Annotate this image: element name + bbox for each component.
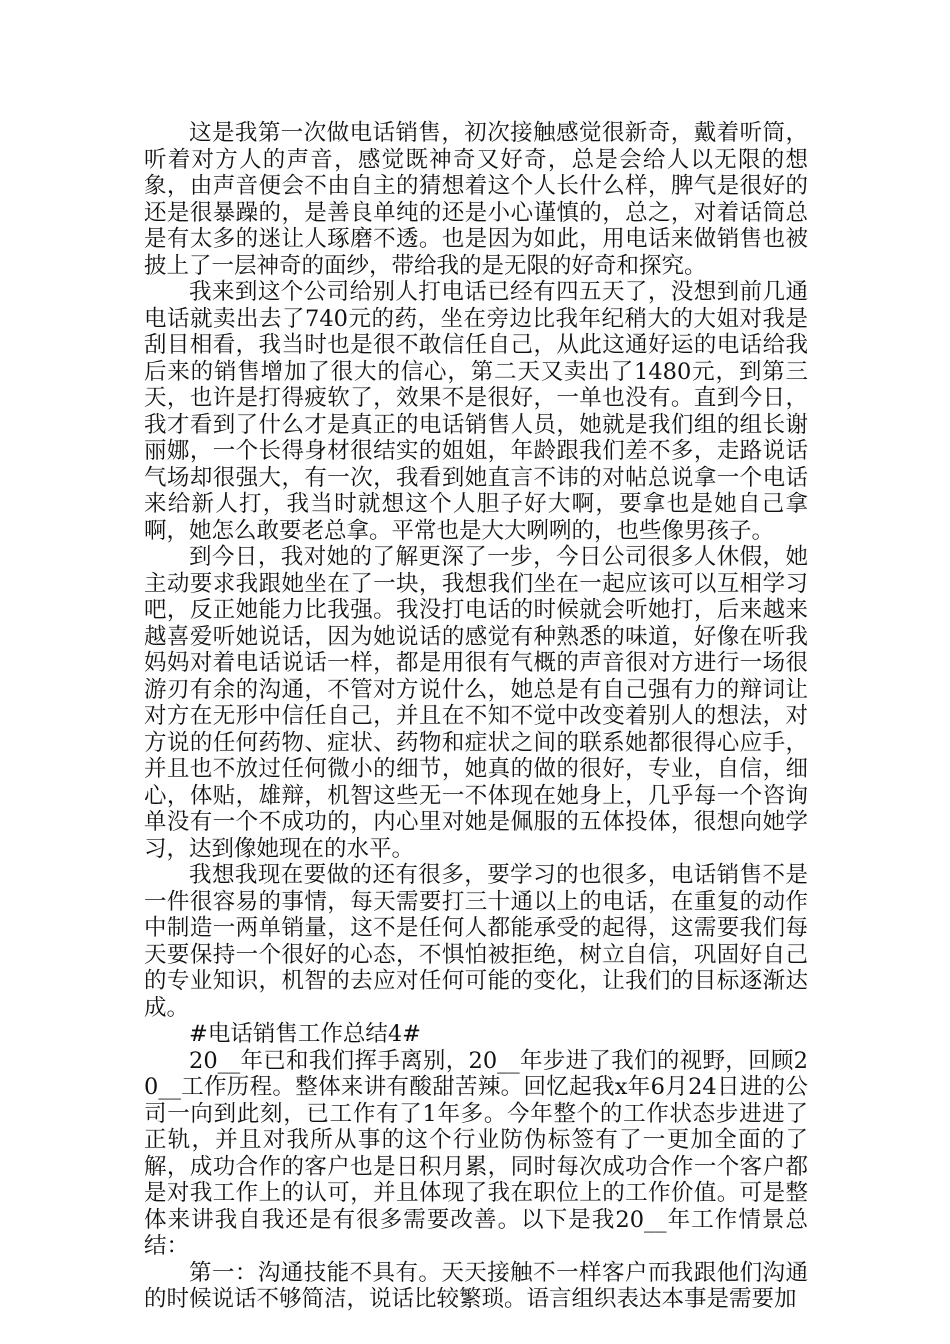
paragraph-6: 第一：沟通技能不具有。天天接触不一样客户而我跟他们沟通的时候说话不够简洁，说话比较繁琐。语言组织表达本事是需要加 (144, 1259, 808, 1312)
paragraph-4: 我想我现在要做的还有很多，要学习的也很多，电话销售不是一件很容易的事情，每天需要打三十通以上的电话，在重复的动作中制造一两单销量，这不是任何人都能承受的起得，这需要我们每天要保持一个很好的心态，不惧怕被拒绝，树立自信，巩固好自己的专业知识，机智的去应对任何可能的变化，让我们的目标逐渐达成。 (144, 862, 808, 1021)
document-page (144, 120, 808, 1313)
paragraph-2: 我来到这个公司给别人打电话已经有四五天了，没想到前几通电话就卖出去了740元的药，坐在旁边比我年纪稍大的大姐对我是刮目相看，我当时也是很不敢信任自己，从此这通好运的电话给我后来的销售增加了很大的信心，第二天又卖出了1480元，到第三天，也许是打得疲软了，效果不是很好，一单也没有。直到今日，我才看到了什么才是真正的电话销售人员，她就是我们组的组长谢丽娜，一个长得身材很结实的姐姐，年龄跟我们差不多，走路说话气场却很强大，有一次，我看到她直言不讳的对帖总说拿一个电话来给新人打，我当时就想这个人胆子好大啊，要拿也是她自己拿啊，她怎么敢要老总拿。平常也是大大咧咧的，也些像男孩子。 (144, 279, 808, 544)
paragraph-5: 20__年已和我们挥手离别，20__年步进了我们的视野，回顾20__工作历程。整体来讲有酸甜苦辣。回忆起我x年6月24日进的公司一向到此刻，已工作有了1年多。今年整个的工作状态步进进了正轨，并且对我所从事的这个行业防伪标签有了一更加全面的了解，成功合作的客户也是日积月累，同时每次成功合作一个客户都是对我工作上的认可，并且体现了我在职位上的工作价值。可是整体来讲我自我还是有很多需要改善。以下是我20__年工作情景总结： (144, 1047, 808, 1259)
section-heading: #电话销售工作总结4# (189, 1021, 422, 1047)
paragraph-1: 这是我第一次做电话销售，初次接触感觉很新奇，戴着听筒，听着对方人的声音，感觉既神奇又好奇，总是会给人以无限的想象，由声音便会不由自主的猜想着这个人长什么样，脾气是很好的还是很暴躁的，是善良单纯的还是小心谨慎的，总之，对着话筒总是有太多的迷让人琢磨不透。也是因为如此，用电话来做销售也被披上了一层神奇的面纱，带给我的是无限的好奇和探究。 (144, 120, 808, 279)
paragraph-3: 到今日，我对她的了解更深了一步，今日公司很多人休假，她主动要求我跟她坐在了一块，我想我们坐在一起应该可以互相学习吧，反正她能力比我强。我没打电话的时候就会听她打，后来越来越喜爱听她说话，因为她说话的感觉有种熟悉的味道，好像在听我妈妈对着电话说话一样，都是用很有气概的声音很对方进行一场很游刃有余的沟通，不管对方说什么，她总是有自己强有力的辩词让对方在无形中信任自己，并且在不知不觉中改变着别人的想法，对方说的任何药物、症状、药物和症状之间的联系她都很得心应手，并且也不放过任何微小的细节，她真的做的很好，专业，自信，细心，体贴，雄辩，机智这些无一不体现在她身上，几乎每一个咨询单没有一个不成功的，内心里对她是佩服的五体投体，很想向她学习，达到像她现在的水平。 (144, 544, 808, 862)
